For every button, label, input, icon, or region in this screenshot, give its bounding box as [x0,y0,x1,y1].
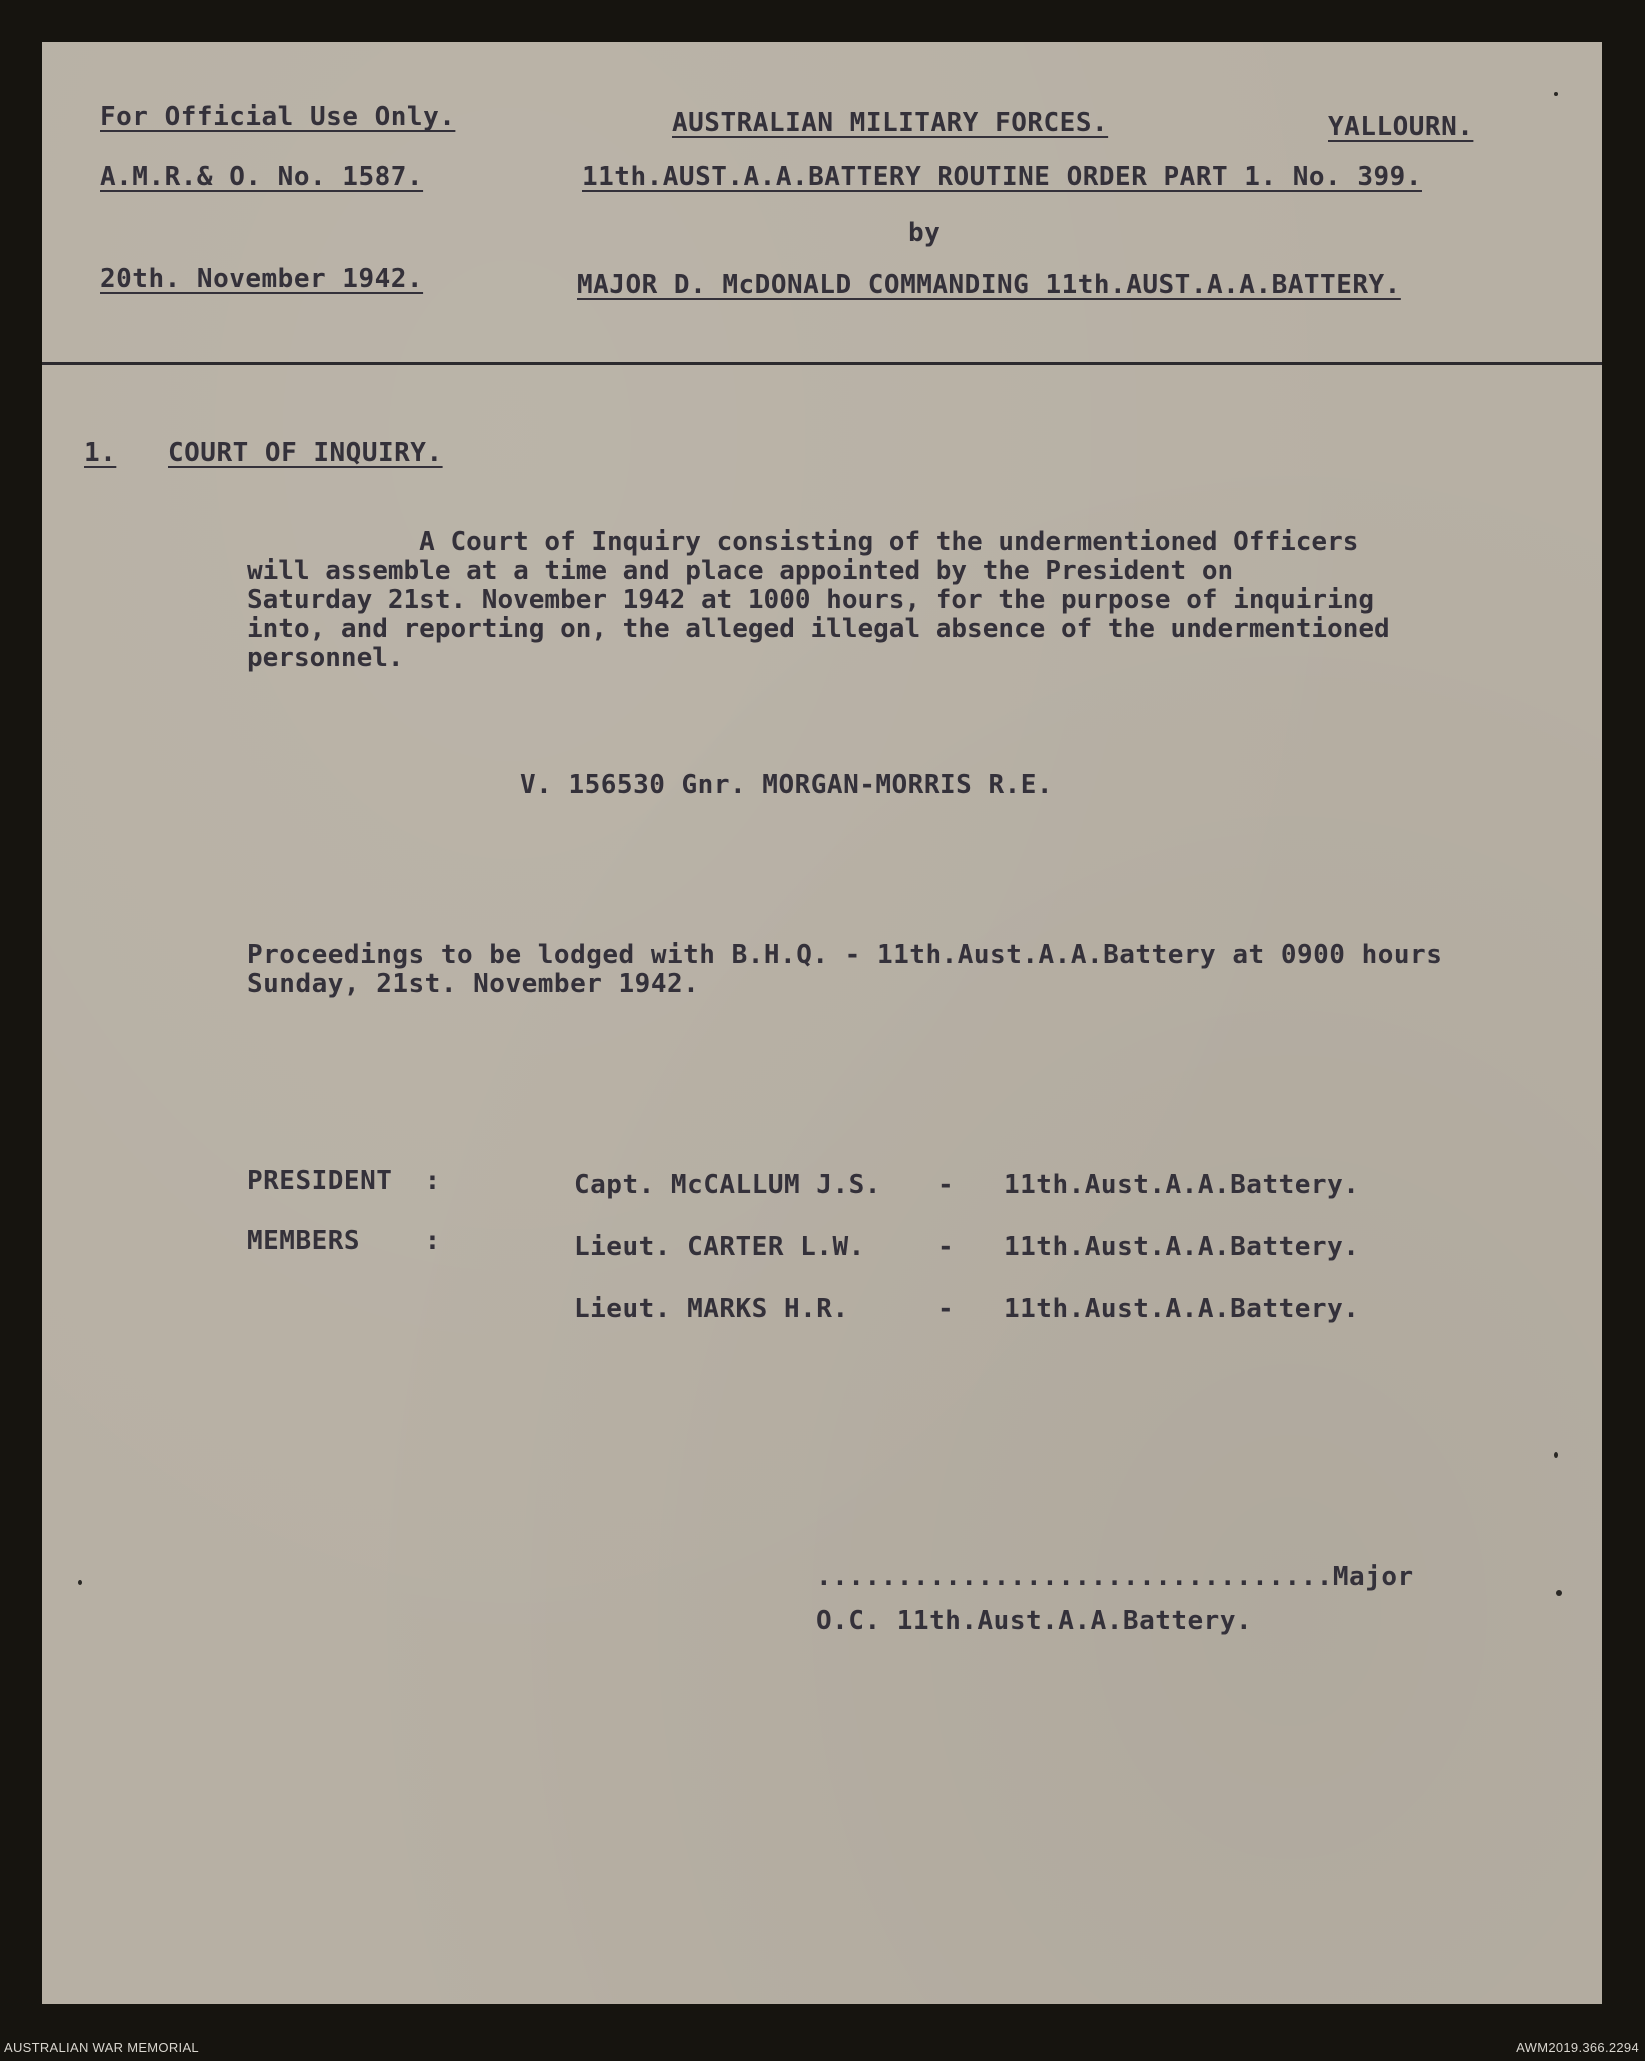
punch-mark [1556,1590,1562,1596]
punch-mark [1554,1452,1558,1458]
officer-unit: 11th.Aust.A.A.Battery. [1004,1294,1360,1324]
signature-line: ................................Major [816,1562,1414,1592]
officer-name-member-2: Lieut. MARKS H.R. [574,1294,849,1324]
subject-personnel: V. 156530 Gnr. MORGAN-MORRIS R.E. [520,770,1054,800]
header-divider [42,362,1602,365]
officer-name-president: Capt. McCALLUM J.S. [574,1170,881,1200]
proceedings-line-1: Proceedings to be lodged with B.H.Q. - 11th.Aust.A.A.Battery at 0900 hours [247,940,1443,970]
officer-dash: - [938,1232,955,1262]
officer-dash: - [938,1294,955,1324]
officer-role-president: PRESIDENT : [247,1166,441,1196]
forces-title: AUSTRALIAN MILITARY FORCES. [672,108,1109,138]
inquiry-paragraph: A Court of Inquiry consisting of the undermentioned Officers will assemble at a time and place appointed by the President on Saturday 21st. November 1942 at 1000 hours, for the purpose of inquiring into, and reporting on, the alleged illegal absence of the undermentioned personnel. [247,527,1390,673]
archive-reference: AWM2019.366.2294 [1516,2040,1639,2055]
officer-dash: - [938,1170,955,1200]
by-label: by [908,218,941,248]
officer-unit: 11th.Aust.A.A.Battery. [1004,1170,1360,1200]
officer-unit: 11th.Aust.A.A.Battery. [1004,1232,1360,1262]
document-page [42,42,1602,2004]
section-heading: COURT OF INQUIRY. [168,438,443,468]
commanding-officer-line: MAJOR D. McDONALD COMMANDING 11th.AUST.A.A.BATTERY. [577,270,1401,300]
order-number: A.M.R.& O. No. 1587. [100,162,424,192]
section-number: 1. [84,438,117,468]
proceedings-line-2: Sunday, 21st. November 1942. [247,969,700,999]
punch-mark [1554,92,1558,96]
archive-credit: AUSTRALIAN WAR MEMORIAL [4,2040,199,2055]
location-label: YALLOURN. [1328,112,1474,142]
order-date: 20th. November 1942. [100,264,424,294]
official-use-label: For Official Use Only. [100,102,456,132]
officer-role-members: MEMBERS : [247,1226,441,1256]
officer-name-member-1: Lieut. CARTER L.W. [574,1232,865,1262]
punch-mark [78,1580,82,1585]
routine-order-title: 11th.AUST.A.A.BATTERY ROUTINE ORDER PART 1. No. 399. [582,162,1422,192]
signature-title: O.C. 11th.Aust.A.A.Battery. [816,1606,1253,1636]
